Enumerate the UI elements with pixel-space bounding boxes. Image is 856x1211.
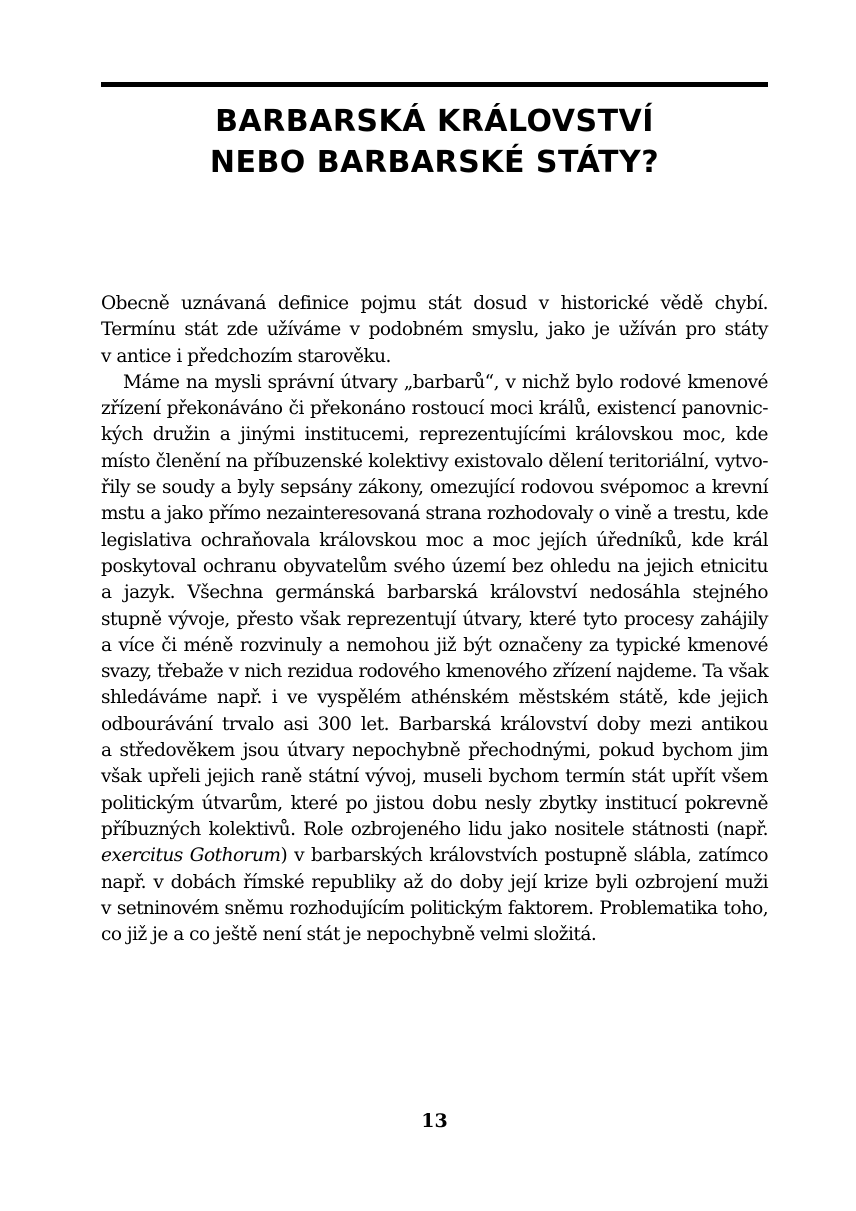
text-line: např. v dobách římské republiky až do doby její krize byli ozbrojení muži — [101, 871, 768, 893]
chapter-title-line-1: BARBARSKÁ KRÁLOVSTVÍ — [215, 104, 654, 139]
text-line: stupně vývoje, přesto však reprezentují útvary, které tyto procesy zahájily — [101, 608, 768, 630]
text-after-italic: ) v barbarských královstvích postupně slábla, zatímco — [280, 845, 768, 867]
text-line: v antice i předchozím starověku. — [101, 345, 391, 367]
text-line — [101, 843, 768, 869]
text-line: poskytoval ochranu obyvatelům svého území bez ohledu na jejich etnicitu — [101, 555, 768, 577]
paragraph-2 — [101, 370, 768, 949]
text-line: však upřeli jejich raně státní vývoj, museli bychom termín stát upřít všem — [101, 766, 768, 788]
text-line: odbourávání trvalo asi 300 let. Barbarská království doby mezi antikou — [101, 713, 768, 735]
text-line: co již je a co ještě není stát je nepochybně velmi složitá. — [101, 924, 597, 946]
top-rule — [101, 82, 768, 87]
text-line: mstu a jako přímo nezainteresovaná strana rozhodovaly o vině a trestu, kde — [101, 503, 768, 525]
text-line: Máme na mysli správní útvary „barbarů“, v nichž bylo rodové kmenové — [123, 371, 768, 393]
text-line: v setninovém sněmu rozhodujícím politickým faktorem. Problematika toho, — [101, 897, 768, 919]
text-line: legislativa ochraňovala královskou moc a moc jejích úředníků, kde král — [101, 529, 768, 551]
text-line: politickým útvarům, které po jistou dobu nesly zbytky institucí pokrevně — [101, 792, 768, 814]
italic-phrase: exercitus Gothorum — [101, 845, 281, 867]
text-line: shledáváme např. i ve vyspělém athénském městském státě, kde jejich — [101, 687, 768, 709]
page-number: 13 — [421, 1110, 448, 1132]
text-line: místo členění na příbuzenské kolektivy existovalo dělení teritoriální, vytvo- — [101, 450, 768, 472]
text-line: a jazyk. Všechna germánská barbarská království nedosáhla stejného — [101, 582, 768, 604]
text-line: a více či méně rozvinuly a nemohou již být označeny za typické kmenové — [101, 634, 768, 656]
text-line: a středověkem jsou útvary nepochybně přechodnými, pokud bychom jim — [101, 740, 768, 762]
chapter-title-line-2: NEBO BARBARSKÉ STÁTY? — [209, 145, 660, 180]
paragraph-1 — [101, 291, 768, 370]
text-line: příbuzných kolektivů. Role ozbrojeného lidu jako nositele státnosti (např. — [101, 818, 768, 840]
text-line: Termínu stát zde užíváme v podobném smyslu, jako je užíván pro státy — [101, 319, 768, 341]
text-line: kých družin a jinými institucemi, reprezentujícími královskou moc, kde — [101, 424, 768, 446]
chapter-title — [101, 101, 768, 183]
text-line: zřízení překonáváno či překonáno rostoucí moci králů, existencí panovnic- — [101, 398, 768, 420]
text-line: Obecně uznávaná definice pojmu stát dosud v historické vědě chybí. — [101, 293, 768, 314]
body-text — [101, 291, 768, 948]
text-line: řily se soudy a byly sepsány zákony, omezující rodovou svépomoc a krevní — [101, 477, 768, 499]
text-line: svazy, třebaže v nich rezidua rodového kmenového zřízení najdeme. Ta však — [101, 661, 768, 683]
